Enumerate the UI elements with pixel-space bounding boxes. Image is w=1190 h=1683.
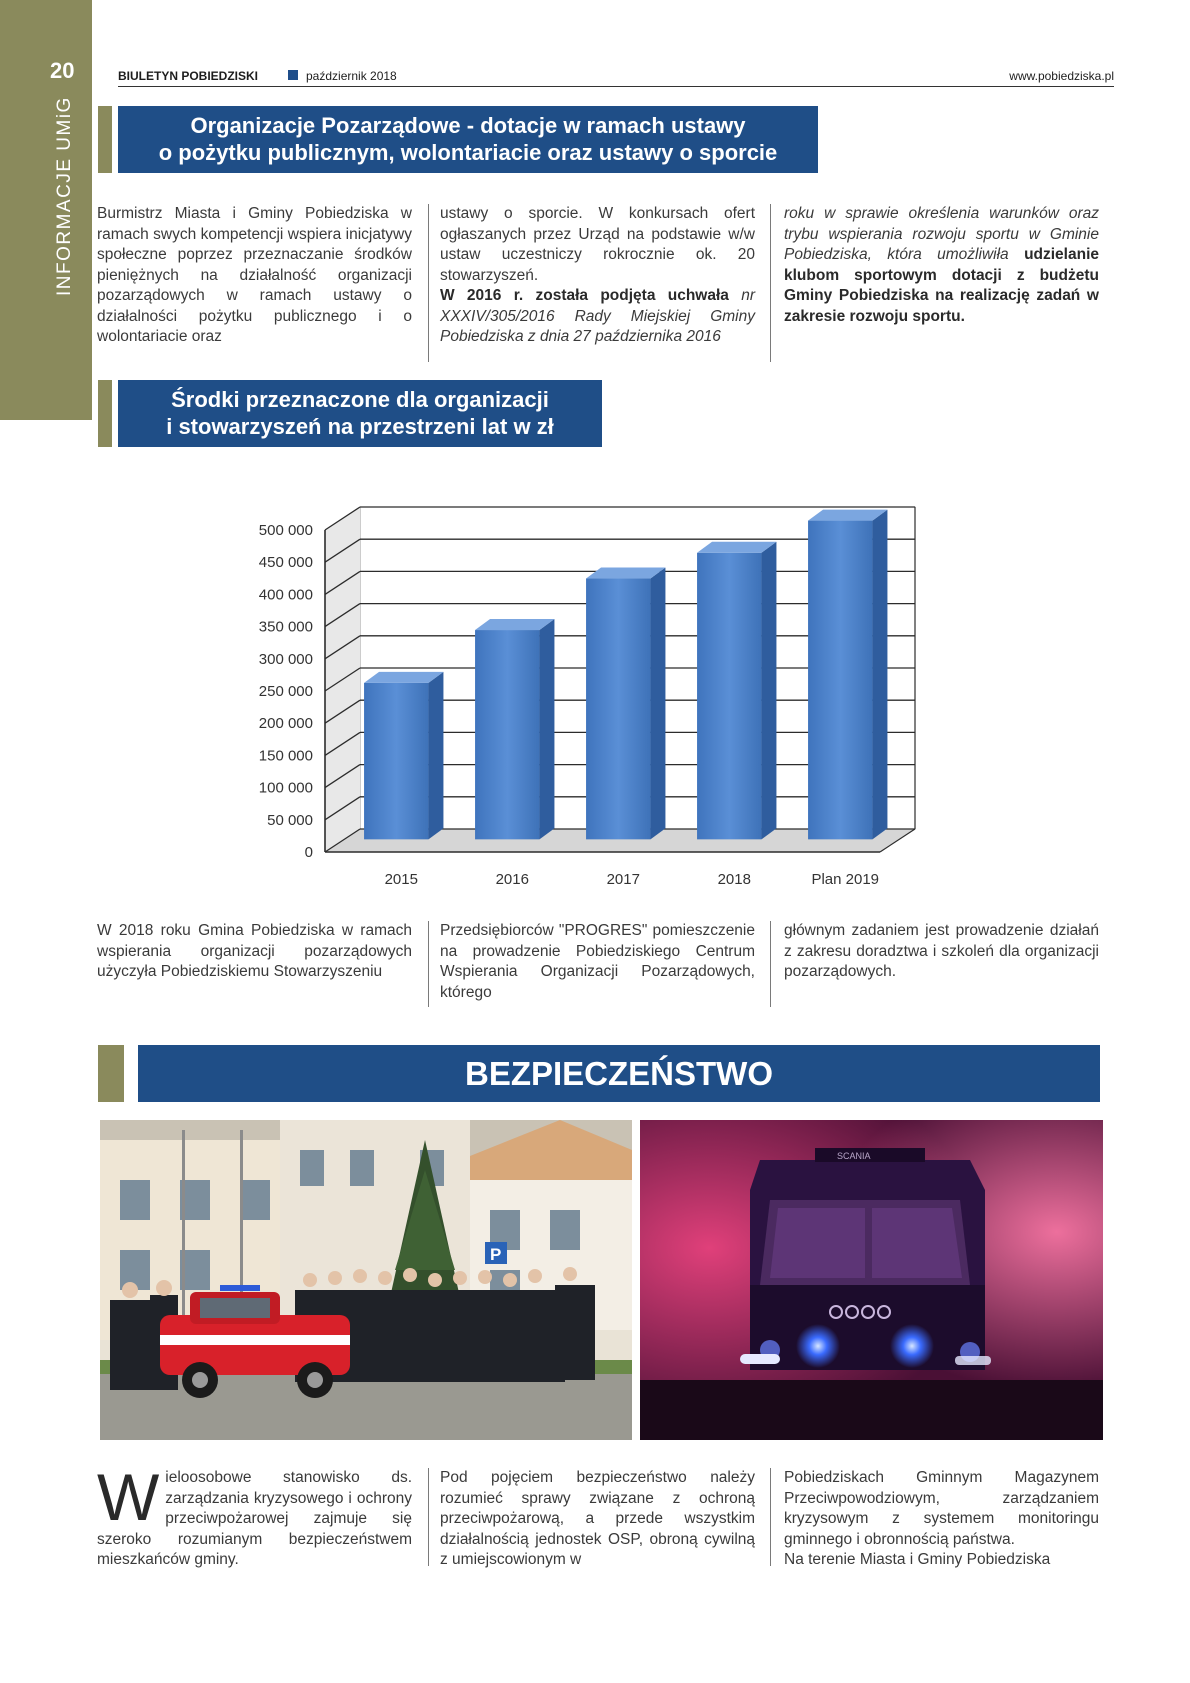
bar-side bbox=[428, 672, 443, 839]
bar bbox=[808, 510, 887, 840]
column-divider bbox=[770, 921, 771, 1007]
x-tick-label: 2015 bbox=[384, 871, 418, 888]
security-paragraph-2: Pod pojęciem bezpieczeństwo należy rozumieć sprawy związane z ochroną przeciwpożarową, a przede wszystkim działalnością jednostek OSP, obroną cywilną z umiejscowionym w bbox=[440, 1469, 755, 1568]
security-paragraph-4: Na terenie Miasta i Gminy Pobiedziska bbox=[784, 1551, 1051, 1568]
svg-text:SCANIA: SCANIA bbox=[837, 1151, 871, 1161]
ngo-column-3 bbox=[784, 204, 1099, 327]
progres-paragraph-2: Przedsiębiorców "PROGRES" pomieszczenie na prowadzenie Pobiedziskiego Centrum Wspierania Organizacji Pozarządowych, którego bbox=[440, 922, 755, 1001]
y-tick-label: 0 bbox=[304, 844, 313, 861]
bar-side bbox=[650, 568, 665, 840]
x-tick-label: 2017 bbox=[606, 871, 640, 888]
column-divider bbox=[428, 1468, 429, 1566]
progres-paragraph-3: głównym zadaniem jest prowadzenie działań z zakresu doradztwa i szkoleń dla organizacji pozarządowych. bbox=[784, 922, 1099, 980]
column-divider bbox=[428, 921, 429, 1007]
ngo-column-1 bbox=[97, 204, 412, 348]
ngo-heading bbox=[118, 106, 818, 173]
y-tick-label: 250 000 bbox=[258, 683, 313, 700]
drop-cap: W bbox=[97, 1460, 160, 1534]
y-tick-label: 100 000 bbox=[258, 779, 313, 797]
side-bar bbox=[0, 0, 92, 420]
ngo-heading-line1: Organizacje Pozarządowe - dotacje w ramach ustawy bbox=[190, 113, 746, 138]
chart-y-ticks bbox=[259, 522, 313, 861]
bar bbox=[586, 568, 665, 840]
security-column-2 bbox=[440, 1468, 755, 1571]
square-icon bbox=[288, 70, 298, 80]
svg-text:P: P bbox=[490, 1245, 502, 1264]
running-header bbox=[118, 67, 1114, 87]
progres-column-2 bbox=[440, 921, 755, 1003]
bar-front bbox=[586, 579, 650, 840]
resolution-bold: W 2016 r. została podjęta uchwała bbox=[440, 287, 729, 304]
column-divider bbox=[770, 204, 771, 362]
page-number: 20 bbox=[50, 58, 75, 83]
heading-accent bbox=[98, 106, 112, 173]
publication-title: BIULETYN POBIEDZISKI bbox=[118, 69, 259, 83]
funds-bar-chart bbox=[240, 490, 960, 900]
security-heading: BEZPIECZEŃSTWO bbox=[138, 1045, 1100, 1102]
column-divider bbox=[770, 1468, 771, 1566]
column-divider bbox=[428, 204, 429, 362]
bar-front bbox=[808, 521, 872, 840]
ngo-heading-line2: o pożytku publicznym, wolontariacie oraz ustawy o sporcie bbox=[158, 140, 778, 165]
funds-heading-line2: i stowarzyszeń na przestrzeni lat w zł bbox=[166, 414, 554, 439]
y-tick-label: 200 000 bbox=[258, 715, 313, 733]
resolution-number: nr XXXIV/305/2016 Rady Miejskiej Gminy Pobiedziska z dnia 27 października 2016 bbox=[440, 287, 756, 345]
security-column-1 bbox=[97, 1460, 412, 1571]
section-label: INFORMACJE UMiG bbox=[54, 96, 75, 296]
bar-front bbox=[475, 630, 539, 839]
bar bbox=[364, 672, 443, 839]
resolution-title: roku w sprawie określenia warunków oraz trybu wspierania rozwoju sportu w Gminie Pobiedziska, która umożliwiła bbox=[784, 205, 1099, 263]
bar-side bbox=[872, 510, 887, 840]
security-paragraph-3: Pobiedziskach Gminnym Magazynem Przeciwpowodziowym, zarządzaniem kryzysowym z systemem monitoringu gminnego i obronnością państwa. bbox=[784, 1469, 1099, 1548]
heading-accent bbox=[98, 1045, 124, 1102]
security-column-3 bbox=[784, 1468, 1099, 1571]
progres-paragraph-1: W 2018 roku Gmina Pobiedziska w ramach wspierania organizacji pozarządowych użyczyła Pobiedziskiemu Stowarzyszeniu bbox=[97, 922, 412, 980]
x-tick-label: 2016 bbox=[495, 871, 529, 888]
website-link[interactable]: www.pobiedziska.pl bbox=[1009, 69, 1114, 83]
y-tick-label: 400 000 bbox=[258, 586, 313, 604]
ngo-paragraph-2: ustawy o sporcie. W konkursach ofert ogłaszanych przez Urząd na podstawie w/w ustaw uczestniczy rokrocznie ok. 20 stowarzyszeń. bbox=[440, 205, 755, 284]
firefighters-group-photo bbox=[100, 1120, 632, 1440]
bar-front bbox=[364, 683, 428, 839]
fire-truck-night-photo bbox=[640, 1120, 1103, 1440]
progres-column-1 bbox=[97, 921, 412, 983]
y-tick-label: 150 000 bbox=[258, 747, 313, 765]
funds-heading-line1: Środki przeznaczone dla organizacji bbox=[171, 387, 549, 412]
bar-side bbox=[761, 542, 776, 840]
ngo-paragraph-1: Burmistrz Miasta i Gminy Pobiedziska w ramach swych kompetencji wspiera inicjatywy społeczne poprzez przeznaczanie środków pieniężnych na działalność organizacji pozarządowych w ramach ustawy o działalności pożytku publicznego i o wolontariacie oraz bbox=[97, 205, 412, 345]
x-tick-label: Plan 2019 bbox=[811, 871, 880, 888]
progres-column-3 bbox=[784, 921, 1099, 983]
security-paragraph-1: ieloosobowe stanowisko ds. zarządzania kryzysowego i ochrony przeciwpożarowej zajmuje się szeroko rozumianym bezpieczeństwem mieszkańców gminy. bbox=[97, 1469, 412, 1568]
bar-side bbox=[539, 619, 554, 839]
bar bbox=[475, 619, 554, 839]
bar bbox=[697, 542, 776, 840]
funds-heading bbox=[118, 380, 602, 447]
x-tick-label: 2018 bbox=[717, 871, 751, 888]
y-tick-label: 350 000 bbox=[258, 618, 313, 636]
chart-x-ticks bbox=[385, 871, 879, 888]
bar-front bbox=[697, 553, 761, 840]
y-tick-label: 500 000 bbox=[258, 522, 313, 539]
y-tick-label: 450 000 bbox=[258, 554, 313, 572]
issue-date: październik 2018 bbox=[306, 69, 397, 83]
heading-accent bbox=[98, 380, 112, 447]
y-tick-label: 50 000 bbox=[267, 811, 313, 829]
ngo-column-2 bbox=[440, 204, 755, 348]
y-tick-label: 300 000 bbox=[258, 650, 313, 668]
sport-grants-text: udzielanie klubom sportowym dotacji z budżetu Gminy Pobiedziska na realizację zadań w zakresie rozwoju sportu. bbox=[784, 246, 1099, 325]
